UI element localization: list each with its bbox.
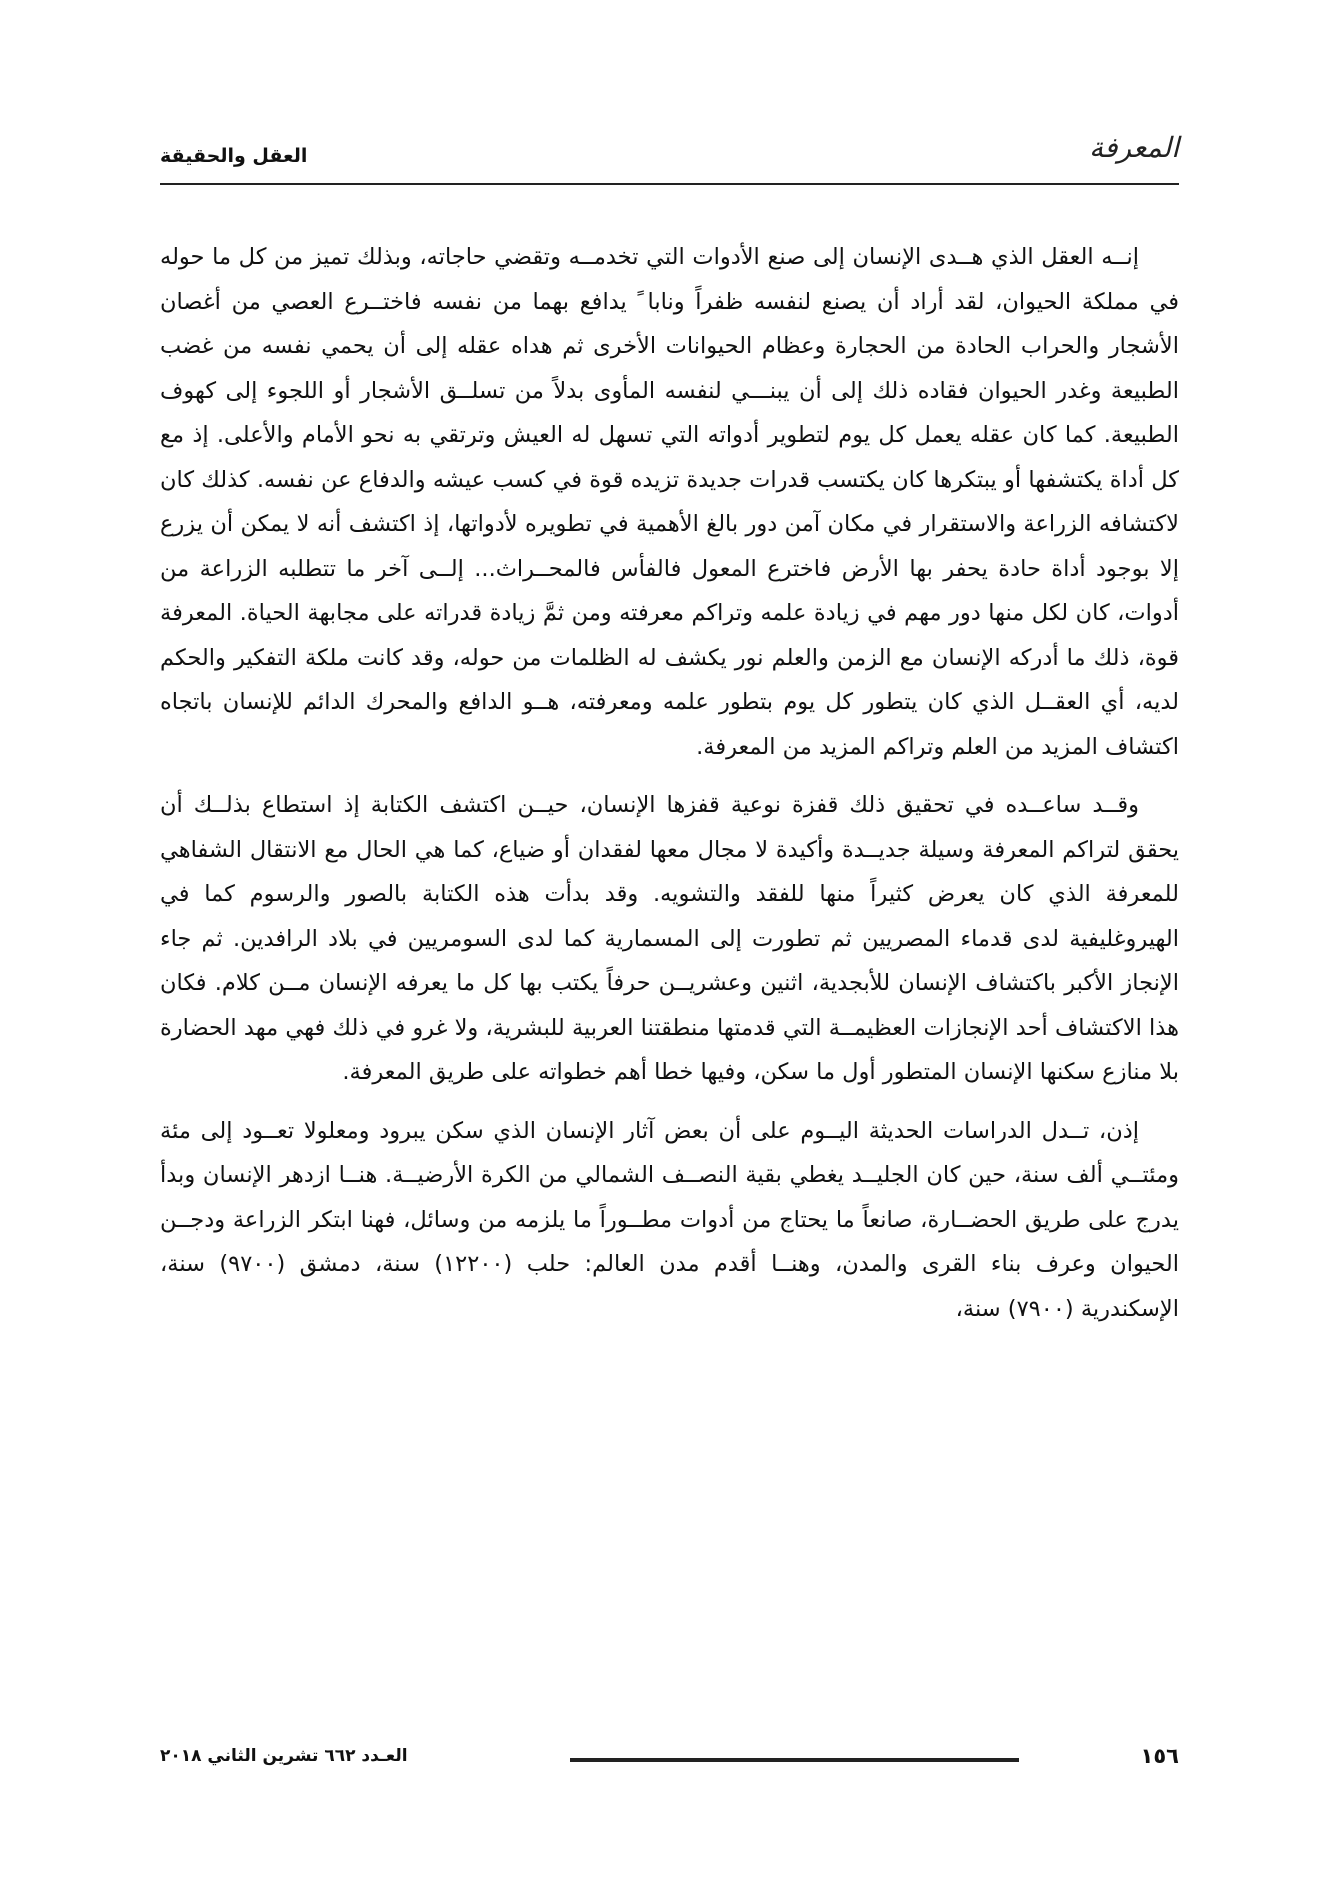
page-header (160, 125, 1179, 185)
issue-info: العـدد ٦٦٢ تشرين الثاني ٢٠١٨ (160, 1746, 408, 1766)
article-body (160, 235, 1179, 1695)
paragraph: وقــد ساعــده في تحقيق ذلك قفزة نوعية قفزها الإنسان، حيــن اكتشف الكتابة إذ استطاع بذلــك أن يحقق لتراكم المعرفة وسيلة جديــدة وأكيدة لا مجال معها لفقدان أو ضياع، كما هي الحال مع الانتقال الشفاهي للمعرفة الذي كان يعرض كثيراً منها للفقد والتشويه. وقد بدأت هذه الكتابة بالصور والرسوم كما في الهيروغليفية لدى قدماء المصريين ثم تطورت إلى المسمارية كما لدى السومريين في بلاد الرافدين. ثم جاء الإنجاز الأكبر باكتشاف الإنسان للأبجدية، اثنين وعشريــن حرفاً يكتب بها كل ما يعرفه الإنسان مــن كلام. فكان هذا الاكتشاف أحد الإنجازات العظيمــة التي قدمتها منطقتنا العربية للبشرية، ولا غرو في ذلك فهي مهد الحضارة بلا منازع سكنها الإنسان المتطور أول ما سكن، وفيها خطا أهم خطواته على طريق المعرفة. (160, 792, 1179, 1085)
paragraph: إنــه العقل الذي هــدى الإنسان إلى صنع الأدوات التي تخدمــه وتقضي حاجاته، وبذلك تميز من كل ما حوله في مملكة الحيوان، لقد أراد أن يصنع لنفسه ظفراً ونابا ً يدافع بهما من نفسه فاختــرع العصي من أغصان الأشجار والحراب الحادة من الحجارة وعظام الحيوانات الأخرى ثم هداه عقله إلى أن يحمي نفسه من غضب الطبيعة وغدر الحيوان فقاده ذلك إلى أن يبنـــي لنفسه المأوى بدلاً من تسلــق الأشجار أو اللجوء إلى كهوف الطبيعة. كما كان عقله يعمل كل يوم لتطوير أدواته التي تسهل له العيش وترتقي به نحو الأمام والأعلى. إذ مع كل أداة يكتشفها أو يبتكرها كان يكتسب قدرات جديدة تزيده قوة في كسب عيشه والدفاع عن نفسه. كذلك كان لاكتشافه الزراعة والاستقرار في مكان آمن دور بالغ الأهمية في تطويره لأدواتها، إذ اكتشف أنه لا يمكن أن يزرع إلا بوجود أداة حادة يحفر بها الأرض فاخترع المعول فالفأس فالمحــراث... إلــى آخر ما تتطلبه الزراعة من أدوات، كان لكل منها دور مهم في زيادة علمه وتراكم معرفته ومن ثمَّ زيادة قدراته على مجابهة الحياة. المعرفة قوة، ذلك ما أدركه الإنسان مع الزمن والعلم نور يكشف له الظلمات من حوله، وقد كانت ملكة التفكير والحكم لديه، أي العقــل الذي كان يتطور كل يوم بتطور علمه ومعرفته، هــو الدافع والمحرك الدائم للإنسان باتجاه اكتشاف المزيد من العلم وتراكم المزيد من المعرفة. (160, 244, 1179, 760)
footer-divider (570, 1758, 1019, 1762)
page-footer (160, 1740, 1179, 1780)
magazine-logo: المعرفة (1089, 131, 1179, 164)
section-title: العقل والحقيقة (160, 145, 308, 167)
paragraph: إذن، تــدل الدراسات الحديثة اليــوم على أن بعض آثار الإنسان الذي سكن يبرود ومعلولا تعــود إلى مئة ومئتــي ألف سنة، حين كان الجليــد يغطي بقية النصــف الشمالي من الكرة الأرضيــة. هنــا ازدهر الإنسان وبدأ يدرج على طريق الحضــارة، صانعاً ما يحتاج من أدوات مطــوراً ما يلزمه من وسائل، فهنا ابتكر الزراعة ودجــن الحيوان وعرف بناء القرى والمدن، وهنــا أقدم مدن العالم: حلب (١٢٢٠٠) سنة، دمشق (٩٧٠٠) سنة، الإسكندرية (٧٩٠٠) سنة، (160, 1117, 1179, 1322)
page-number: ١٥٦ (1140, 1744, 1179, 1768)
